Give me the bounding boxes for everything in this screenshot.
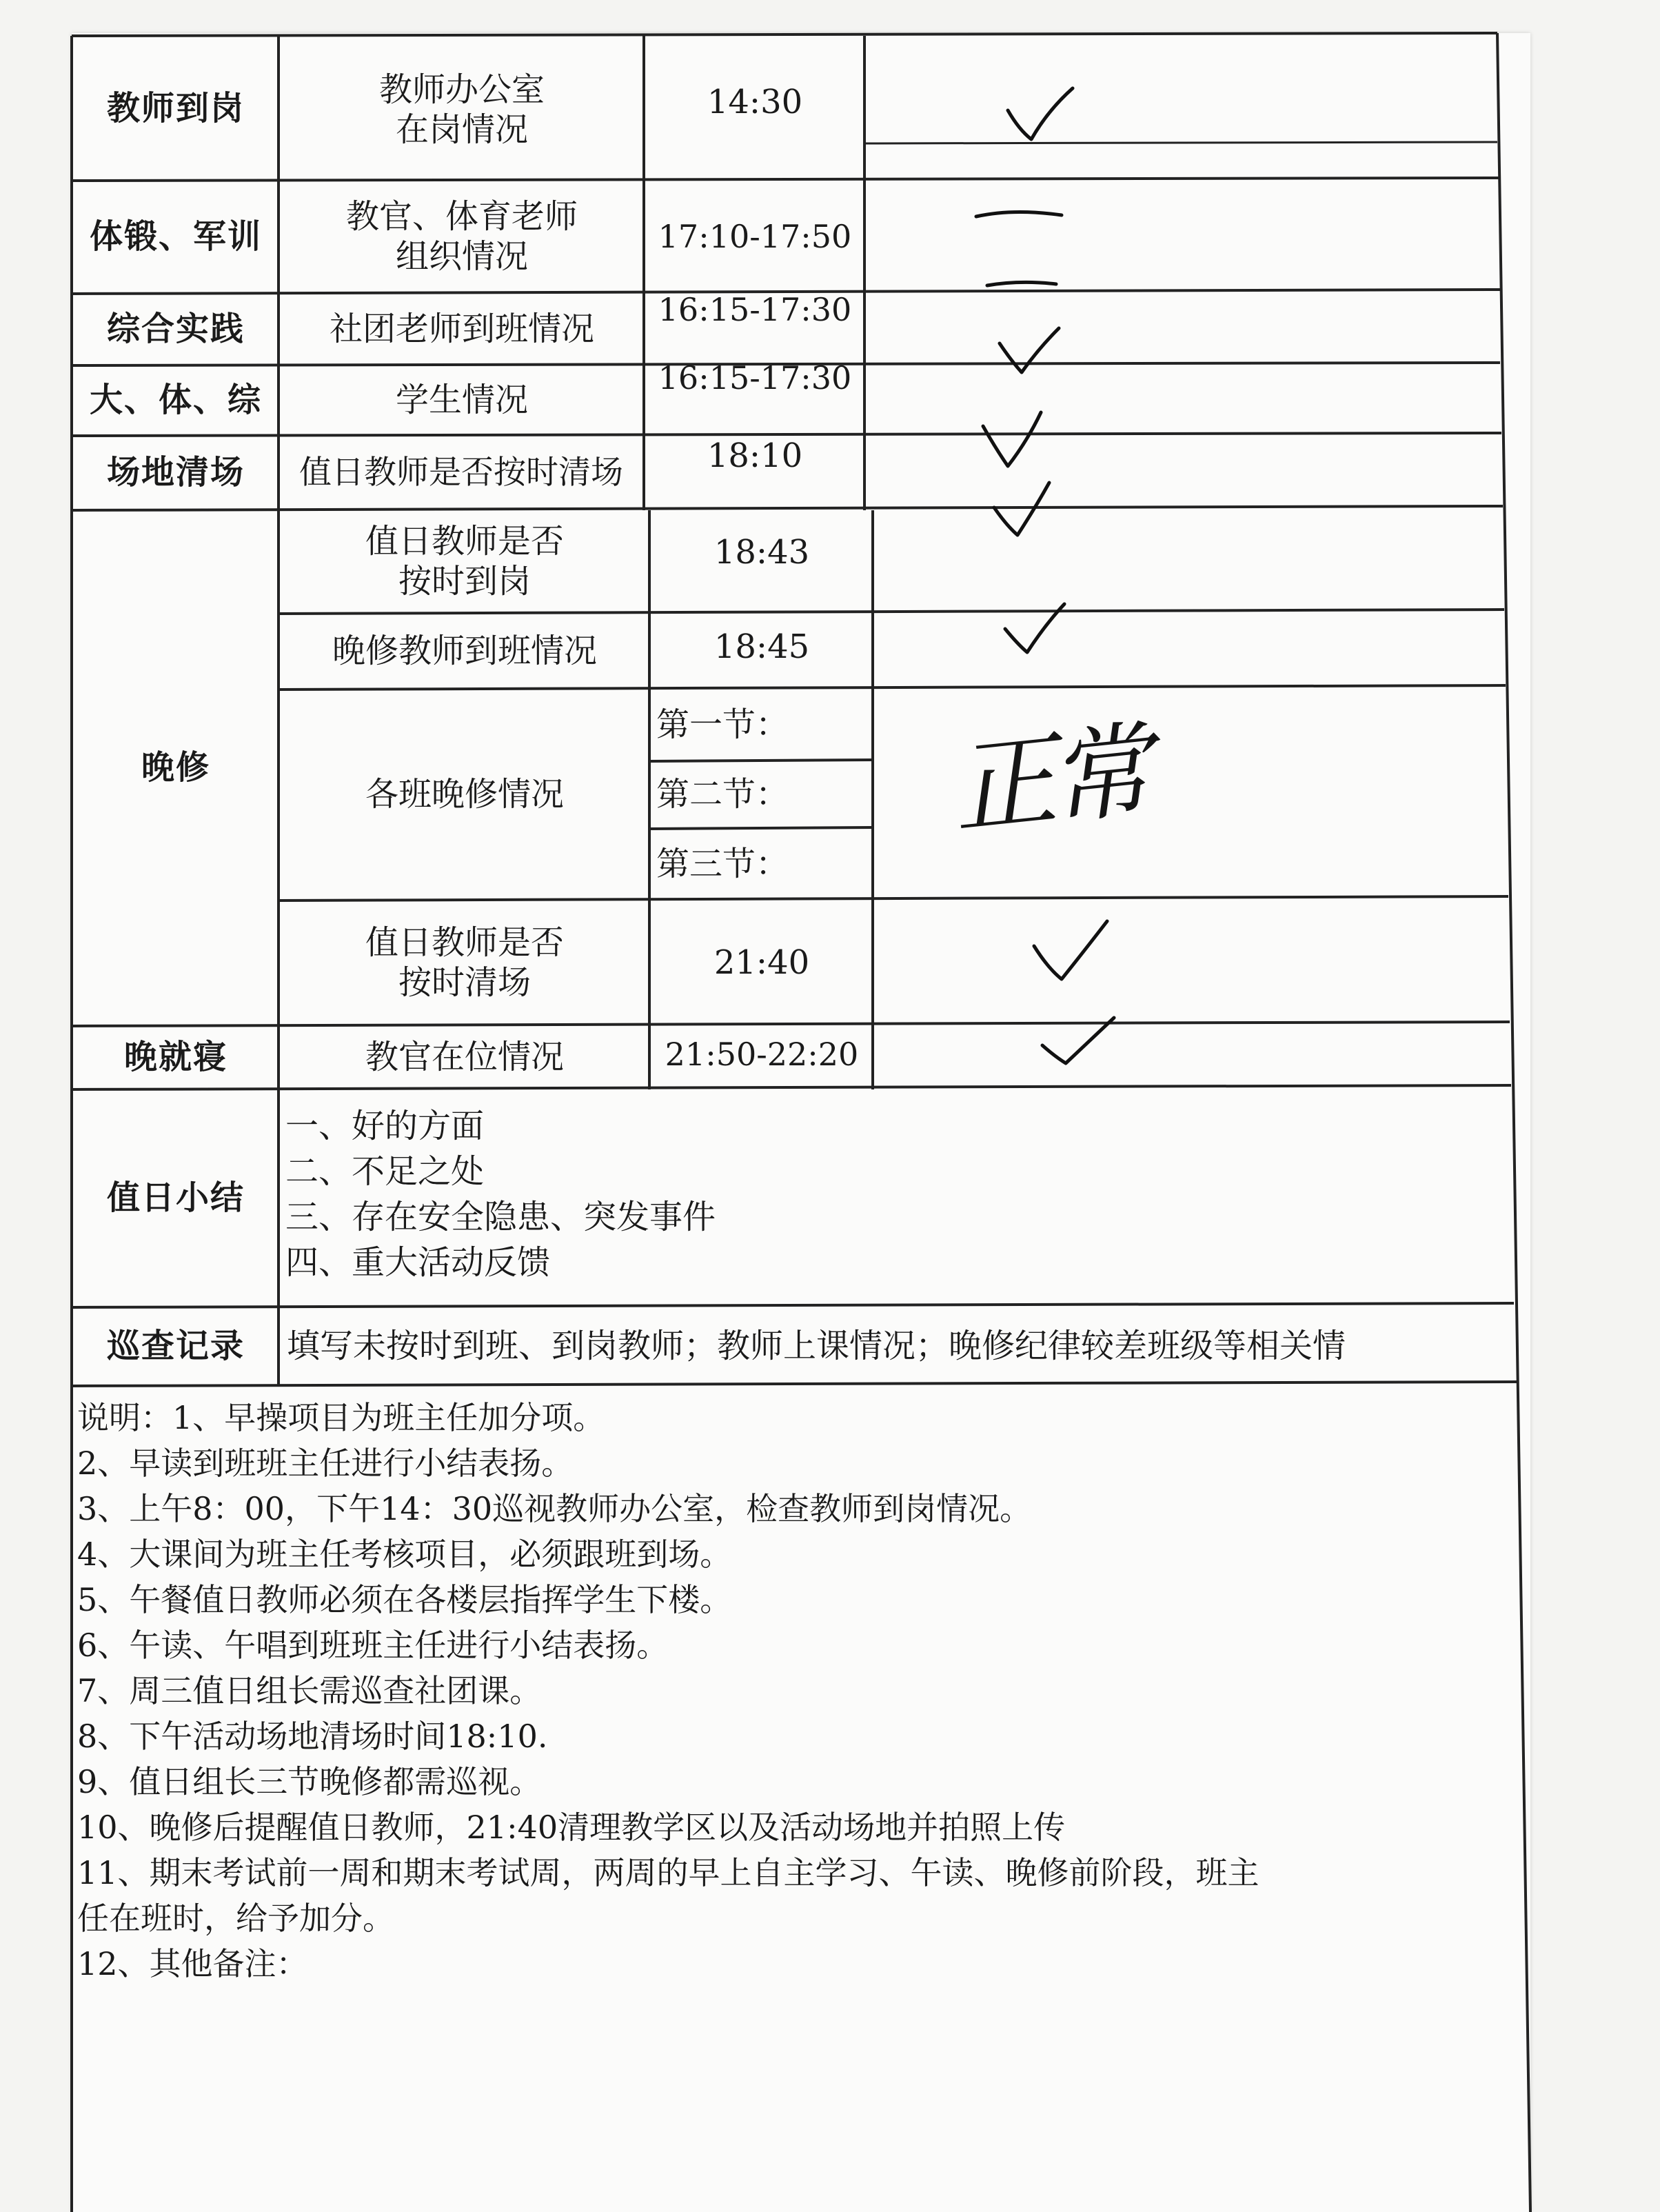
handwriting-text: 正常 [947,710,1151,851]
check-mark [1005,604,1064,652]
category-teacher-arrival: 教师到岗 [106,89,245,128]
category-practice: 综合实践 [106,310,245,349]
note-line: 11、期末考试前一周和期末考试周，两周的早上自主学习、午读、晚修前阶段，班主 [77,1854,1259,1891]
time-bedtime: 21:50-22:20 [665,1036,859,1074]
note-line: 10、晚修后提醒值日教师，21:40清理教学区以及活动场地并拍照上传 [77,1809,1066,1846]
patrol-text: 填写未按时到班、到岗教师；教师上课情况；晚修纪律较差班级等相关情 [287,1327,1346,1366]
item-line: 按时到岗 [398,562,531,601]
item-line: 教师办公室 [378,70,545,110]
item-line: 在岗情况 [395,110,528,149]
time-duty-arrival: 18:43 [713,533,810,572]
time-club-teachers: 16:15-17:30 [658,291,852,329]
note-line: 12、其他备注： [77,1945,308,1982]
category-exercise-training: 体锻、军训 [89,217,262,257]
item-line: 按时清场 [398,963,531,1002]
item-line: 教官、体育老师 [345,197,578,237]
check-mark [1000,328,1059,372]
summary-item: 一、好的方面 [285,1107,485,1145]
item-line: 值日教师是否 [365,522,564,561]
note-line: 6、午读、午唱到班班主任进行小结表扬。 [77,1627,669,1664]
time-duty-clearing: 18:10 [707,436,803,476]
note-line: 9、值日组长三节晚修都需巡视。 [77,1763,542,1800]
note-line: 8、下午活动场地清场时间18:10. [77,1718,548,1755]
category-patrol: 巡查记录 [106,1327,245,1366]
item-instructor-position: 教官在位情况 [365,1038,564,1077]
item-line: 值日教师是否 [365,923,564,963]
check-mark [1042,1018,1114,1063]
item-club-teachers: 社团老师到班情况 [329,310,594,349]
session-first: 第一节： [656,705,789,745]
time-teacher-office: 14:30 [707,83,803,121]
item-duty-clearing: 值日教师是否按时清场 [299,453,623,492]
summary-list [285,1103,716,1285]
category-summary: 值日小结 [106,1178,245,1218]
item-students: 学生情况 [395,381,528,420]
item-line: 组织情况 [395,237,528,276]
category-students: 大、体、综 [89,381,262,420]
note-line: 任在班时，给予加分。 [77,1900,394,1937]
note-line: 7、周三值日组长需巡查社团课。 [77,1672,542,1709]
check-mark [994,483,1049,535]
category-venue-clearing: 场地清场 [106,453,245,492]
note-line: 3、上午8：00，下午14：30巡视教师办公室，检查教师到岗情况。 [77,1490,1032,1527]
check-mark [1008,88,1073,139]
item-evening-teachers: 晚修教师到班情况 [332,632,597,671]
category-bedtime: 晚就寝 [123,1038,227,1077]
handwritten-normal [947,696,1172,851]
note-line: 2、早读到班班主任进行小结表扬。 [77,1445,574,1482]
summary-item: 二、不足之处 [285,1152,485,1191]
time-duty-final-clearing: 21:40 [713,943,810,983]
check-mark [1034,921,1107,979]
check-mark [983,412,1041,466]
session-second: 第二节： [656,775,789,814]
session-third: 第三节： [656,845,789,884]
summary-item: 三、存在安全隐患、突发事件 [285,1198,716,1236]
summary-item: 四、重大活动反馈 [285,1243,551,1282]
note-line: 4、大课间为班主任考核项目，必须跟班到场。 [77,1536,732,1573]
note-line: 说明：1、早操项目为班主任加分项。 [77,1399,605,1436]
dash-mark [976,212,1062,217]
item-class-evening: 各班晚修情况 [365,775,564,814]
note-line: 5、午餐值日教师必须在各楼层指挥学生下楼。 [77,1581,732,1618]
category-evening-study: 晚修 [141,748,210,787]
time-instructors: 17:10-17:50 [658,218,852,256]
time-students: 16:15-17:30 [658,359,852,397]
time-evening-teachers: 18:45 [713,627,810,667]
dash-mark [987,282,1056,285]
